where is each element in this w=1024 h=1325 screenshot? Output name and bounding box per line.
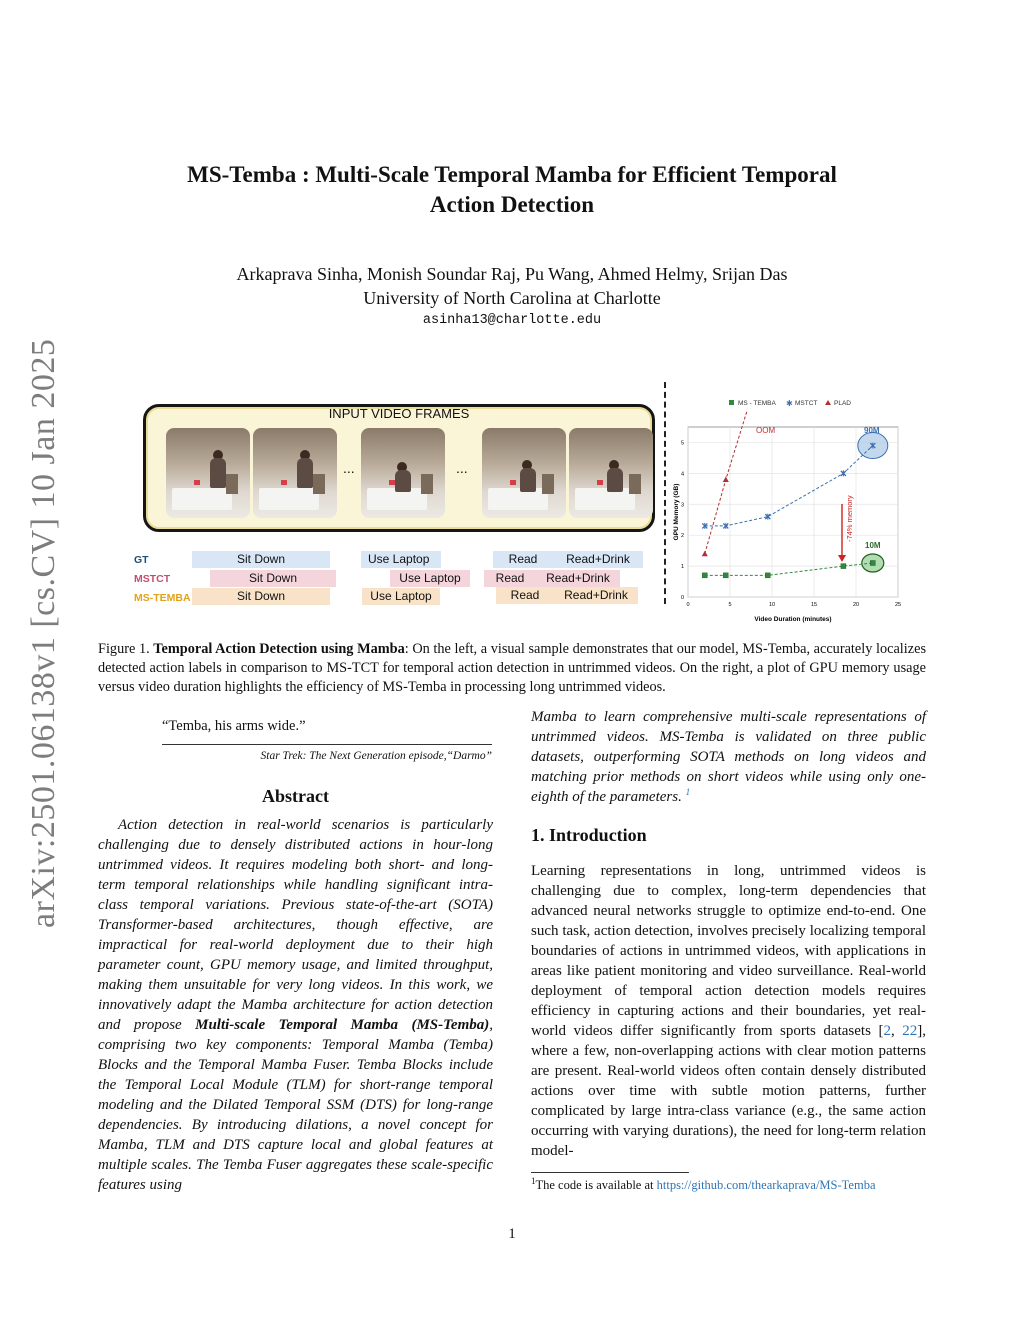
mstct-label-read-drink: Read+Drink xyxy=(536,570,620,587)
epigraph-source: Star Trek: The Next Generation episode,“Darmo” xyxy=(260,750,492,762)
y-tick-label: 4 xyxy=(680,471,684,478)
frames-title: INPUT VIDEO FRAMES xyxy=(328,406,470,421)
legend-swatch-ms-temba xyxy=(729,400,734,405)
citation-link[interactable]: 2 xyxy=(883,1023,891,1039)
footnote-rule xyxy=(531,1172,689,1173)
caption-prefix: Figure 1. xyxy=(98,641,154,657)
abstract-heading: Abstract xyxy=(262,786,329,806)
mstemba-label-read: Read xyxy=(496,587,554,604)
figure-caption xyxy=(98,640,926,697)
authors: Arkaprava Sinha, Monish Soundar Raj, Pu Wang, Ahmed Helmy, Srijan Das xyxy=(236,264,788,284)
oom-annotation: OOM xyxy=(756,426,776,435)
intro-heading: 1. Introduction xyxy=(531,825,647,845)
legend-swatch-plad xyxy=(825,400,831,405)
abstract-continuation xyxy=(531,707,926,807)
x-axis-label: Video Duration (minutes) xyxy=(754,616,832,623)
point-ms-temba xyxy=(870,561,875,566)
video-frame xyxy=(482,428,566,518)
frame-ellipsis: ... xyxy=(343,460,355,476)
caption-text: : On the left, a visual sample demonstrates that our model, MS-Temba, accurately localizes detected action labels in comparison to MS-TCT for temporal action detection in untrimmed videos. On the right, a plot of GPU memory usage versus video duration highlights the efficiency of MS-Temba in processing long untrimmed videos. xyxy=(98,641,927,695)
point-plad xyxy=(723,477,729,483)
y-tick-label: 0 xyxy=(680,595,684,601)
row-label-mstct: MSTCT xyxy=(134,573,171,585)
abstract-part-1: Action detection in real-world scenarios is particularly challenging due to densely distributed actions in hour-long untrimmed videos. It requires modeling both short- and long-term temporal relationships while handling significant intra-class temporal variations. Previous state-of-the-art (SOTA) Transformer-based architectures, though effective, are impractical for real-world deployment due to their high parameter count, GPU memory usage, and limited throughput, making them unsuitable for very long videos. In this work, we innovatively adapt the Mamba architecture for action detection and propose xyxy=(98,817,493,1033)
series-line-plad xyxy=(705,412,747,554)
frame-ellipsis: ... xyxy=(456,460,468,476)
abstract-body xyxy=(98,815,493,1195)
affiliation: University of North Carolina at Charlotte xyxy=(363,288,661,308)
gt-label-use-laptop: Use Laptop xyxy=(361,551,441,568)
y-tick-label: 3 xyxy=(680,502,684,509)
y-tick-label: 1 xyxy=(680,564,684,571)
video-frame xyxy=(361,428,445,518)
chart-legend xyxy=(729,399,851,408)
footnote-text: The code is available at xyxy=(535,1178,657,1192)
big-model-annotation: 90M xyxy=(864,426,880,435)
footnote-mark: 1 xyxy=(531,1175,536,1186)
x-tick-label: 15 xyxy=(810,602,818,608)
mstct-label-use-laptop: Use Laptop xyxy=(390,570,470,587)
mstemba-label-sit-down: Sit Down xyxy=(192,588,330,605)
x-tick-label: 10 xyxy=(768,602,776,608)
x-tick-label: 25 xyxy=(894,602,902,608)
gt-label-read-drink: Read+Drink xyxy=(553,551,643,568)
mstemba-label-read-drink: Read+Drink xyxy=(554,587,638,604)
arxiv-stamp: arXiv:2501.06138v1 [cs.CV] 10 Jan 2025 xyxy=(25,338,62,928)
y-tick-label: 2 xyxy=(680,533,684,540)
reduction-annotation: -74% memory xyxy=(845,495,854,542)
author-block xyxy=(120,262,904,310)
x-tick-label: 0 xyxy=(686,602,690,608)
gpu-memory-chart xyxy=(668,392,912,624)
video-frame xyxy=(166,428,250,518)
gt-label-sit-down: Sit Down xyxy=(192,551,330,568)
page-number: 1 xyxy=(508,1226,516,1242)
point-ms-temba xyxy=(702,573,707,578)
video-frame xyxy=(569,428,653,518)
figure-divider xyxy=(664,382,666,604)
legend-mstct: MSTCT xyxy=(795,400,818,407)
citation-link[interactable]: 22 xyxy=(902,1023,918,1039)
epigraph-quote: “Temba, his arms wide.” xyxy=(162,718,306,734)
reduction-arrowhead xyxy=(838,555,846,562)
abstract-cont-text: Mamba to learn comprehensive multi-scale representations of untrimmed videos. MS-Temba is validated on three public datasets, outperforming SOTA methods on long videos and matching prior methods on short videos while using only one-eighth of the parameters. xyxy=(531,709,926,805)
paper-title xyxy=(120,160,904,220)
x-tick-label: 20 xyxy=(852,602,860,608)
mstct-label-sit-down: Sit Down xyxy=(210,570,336,587)
mstct-label-read: Read xyxy=(484,570,536,587)
title-line-1: MS-Temba : Multi-Scale Temporal Mamba for Efficient Temporal xyxy=(187,162,837,187)
intro-body xyxy=(531,861,926,1161)
point-plad xyxy=(702,551,708,557)
row-label-mstemba: MS-TEMBA xyxy=(134,592,191,604)
citation-separator: , xyxy=(890,1023,903,1039)
y-axis-label: GPU Memory (GB) xyxy=(673,483,680,541)
intro-text-2: ], where a few, non-overlapping actions with clear motion patterns are present. Real-world videos often contain densely distributed actions over time with subtle motion patterns, further complicated by large intra-class variance (e.g., the same action occurring with varying durations), the need for long-term relation model- xyxy=(531,1023,927,1159)
mstemba-label-use-laptop: Use Laptop xyxy=(362,588,440,605)
row-label-gt: GT xyxy=(134,554,149,566)
abstract-part-2: , comprising two key components: Temporal Mamba (Temba) Blocks and the Temporal Mamba Fuser. Temba Blocks include the Temporal Local Module (TLM) for short-range temporal modeling and the Dilated Temporal SSM (DTS) for long-range dependencies. By introducing dilations, a novel concept for Mamba, TLM and DTS capture local and global features at multiple scales. The Temba Fuser aggregates these scale-specific features using xyxy=(98,1017,493,1193)
y-tick-label: 5 xyxy=(680,440,684,447)
legend-ms-temba: MS - TEMBA xyxy=(738,400,776,407)
abstract-bold: Multi-scale Temporal Mamba (MS-Temba) xyxy=(195,1017,490,1033)
video-frame xyxy=(253,428,337,518)
code-link[interactable]: https://github.com/thearkaprava/MS-Temba xyxy=(656,1178,876,1192)
legend-plad: PLAD xyxy=(834,400,851,407)
point-ms-temba xyxy=(723,573,728,578)
email[interactable]: asinha13@charlotte.edu xyxy=(422,313,602,328)
caption-bold: Temporal Action Detection using Mamba xyxy=(153,641,405,657)
point-ms-temba xyxy=(841,564,846,569)
gt-label-read: Read xyxy=(493,551,553,568)
title-line-2: Action Detection xyxy=(429,192,595,217)
epigraph-rule xyxy=(162,744,492,745)
footnote xyxy=(531,1176,926,1194)
footnote-link[interactable]: 1 xyxy=(685,787,691,797)
point-ms-temba xyxy=(765,573,770,578)
intro-text-1: Learning representations in long, untrimmed videos is challenging due to complex, long-term dependencies that advanced neural networks struggle to optimize end-to-end. One such task, action detection, involves precisely localizing temporal boundaries of actions in untrimmed videos, with applications in areas like patient monitoring and video surveillance. Real-world deployment of temporal action detection models requires efficiency in capturing actions and their boundaries, yet real-world videos differ significantly from sports datasets [ xyxy=(531,863,926,1039)
small-model-annotation: 10M xyxy=(865,541,881,550)
x-tick-label: 5 xyxy=(728,602,732,608)
legend-swatch-mstct: ✱ xyxy=(786,399,793,408)
